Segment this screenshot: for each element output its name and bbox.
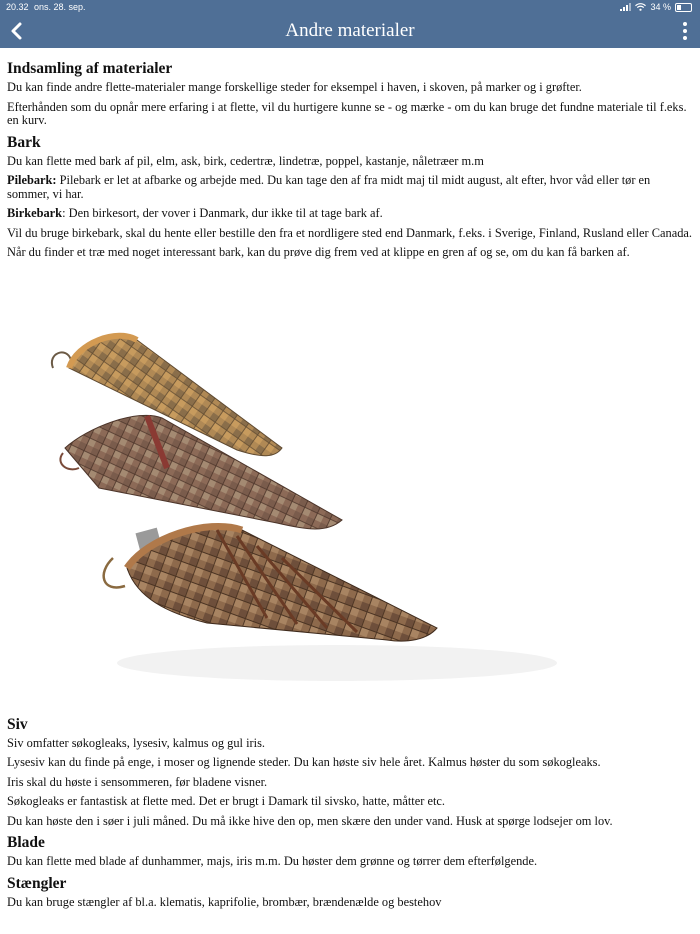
woven-cone-baskets-image bbox=[7, 268, 693, 713]
status-date: ons. 28. sep. bbox=[34, 2, 86, 12]
article-content bbox=[7, 57, 693, 915]
paragraph: Efterhånden som du opnår mere erfaring i at flette, vil du hurtigere kunne se - og mærke - om du kan bruge det fundne materiale til f.eks. en kurv. bbox=[7, 99, 687, 127]
paragraph: Lysesiv kan du finde på enge, i moser og lignende steder. Du kan høste siv hele året. Kalmus høster du som søkogleaks. bbox=[7, 755, 601, 769]
status-time: 20.32 bbox=[6, 2, 29, 12]
more-vertical-icon bbox=[683, 29, 687, 33]
battery-level bbox=[677, 5, 681, 10]
baskets-photo bbox=[7, 268, 693, 713]
more-vertical-icon bbox=[683, 36, 687, 40]
more-vertical-icon bbox=[683, 22, 687, 26]
paragraph: Søkogleaks er fantastisk at flette med. Det er brugt i Damark til sivsko, hatte, måtter etc. bbox=[7, 794, 446, 808]
term-pilebark: Pilebark: bbox=[7, 173, 57, 187]
paragraph: Du kan finde andre flette-materialer mange forskellige steder for eksempel i haven, i skoven, på marker og i grøfter. bbox=[7, 80, 582, 94]
heading-siv: Siv bbox=[7, 715, 28, 733]
paragraph-text: Pilebark er let at afbarke og arbejde med. Du kan tage den af fra midt maj til midt august, alt efter, hvor våd eller tør en sommer, vi har. bbox=[7, 173, 651, 201]
paragraph: Du kan flette med blade af dunhammer, majs, iris m.m. Du høster dem grønne og tørrer dem efterfølgende. bbox=[7, 854, 538, 868]
paragraph: Du kan høste den i søer i juli måned. Du må ikke hive den op, men skære den under vand. Husk at spørge lodsejer om lov. bbox=[7, 813, 613, 828]
page-title: Andre materialer bbox=[285, 20, 415, 41]
battery-icon bbox=[675, 3, 692, 12]
navigation-bar bbox=[0, 14, 700, 48]
paragraph: Vil du bruge birkebark, skal du hente eller bestille den fra et nordligere sted end Danmark, f.eks. i Sverige, Finland, Rusland eller Canada. bbox=[7, 225, 693, 240]
wifi-icon bbox=[635, 3, 646, 11]
heading-staengler: Stængler bbox=[7, 874, 67, 892]
paragraph: Når du finder et træ med noget interessant bark, kan du prøve dig frem ved at klippe en gren af og se, om du kan få barken af. bbox=[7, 245, 630, 259]
more-menu-button[interactable] bbox=[680, 22, 690, 40]
heading-indsamling: Indsamling af materialer bbox=[7, 60, 173, 77]
paragraph-text: : Den birkesort, der vover i Danmark, dur ikke til at tage bark af. bbox=[62, 206, 383, 220]
paragraph-pilebark bbox=[7, 174, 693, 201]
heading-bark: Bark bbox=[7, 133, 41, 151]
paragraph: Du kan flette med bark af pil, elm, ask, birk, cedertræ, lindetræ, poppel, kastanje, nåletræer m.m bbox=[7, 153, 484, 168]
paragraph-birkebark bbox=[7, 207, 693, 221]
paragraph: Du kan bruge stængler af bl.a. klematis, kaprifolie, brombær, brændenælde og bestehov bbox=[7, 894, 442, 909]
status-indicators bbox=[620, 2, 692, 12]
paragraph: Iris skal du høste i sensommeren, før bladene visner. bbox=[7, 774, 268, 789]
term-birkebark: Birkebark bbox=[7, 206, 63, 220]
paragraph: Siv omfatter søkogleaks, lysesiv, kalmus og gul iris. bbox=[7, 735, 266, 750]
cellular-signal-icon bbox=[620, 3, 631, 11]
heading-blade: Blade bbox=[7, 834, 45, 851]
status-bar bbox=[0, 0, 700, 14]
battery-percent: 34 % bbox=[650, 2, 671, 12]
